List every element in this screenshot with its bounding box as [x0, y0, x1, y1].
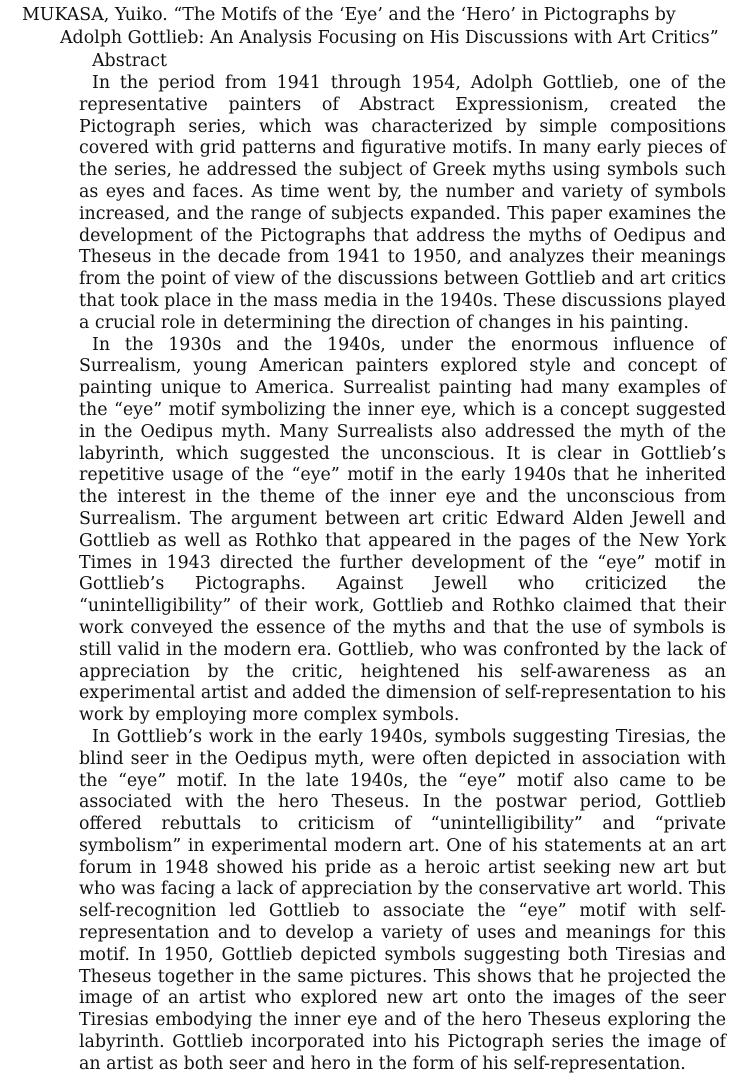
abstract-paragraph-3: In Gottlieb’s work in the early 1940s, symbols suggesting Tiresias, the blind seer in the Oedipus myth, were often depicted in association with the “eye” motif. In the late 1940s, the “eye” motif also came to be associated with the hero Theseus. In the postwar period, Gottlieb offered rebuttals to criticism of “unintelligibility” and “private symbolism” in experimental modern art. One of his statements at an art forum in 1948 showed his pride as a heroic artist seeking new art but who was facing a lack of appreciation by the conservative art world. This self-recognition led Gottlieb to associate the “eye” motif with self-representation and to develop a variety of uses and meanings for this motif. In 1950, Gottlieb depicted symbols suggesting both Tiresias and Theseus together in the same pictures. This shows that he projected the image of an artist who explored new art onto the images of the seer Tiresias embodying the inner eye and of the hero Theseus exploring the labyrinth. Gottlieb incorporated into his Pictograph series the image of an artist as both seer and hero in the form of his self-representation. [79, 726, 726, 1074]
abstract-paragraph-2: In the 1930s and the 1940s, under the enormous influence of Surrealism, young American painters explored style and concept of painting unique to America. Surrealist painting had many examples of the “eye” motif symbolizing the inner eye, which is a concept suggested in the Oedipus myth. Many Surrealists also addressed the myth of the labyrinth, which suggested the unconscious. It is clear in Gottlieb’s repetitive usage of the “eye” motif in the early 1940s that he inherited the interest in the theme of the inner eye and the unconscious from Surrealism. The argument between art critic Edward Alden Jewell and Gottlieb as well as Rothko that appeared in the pages of the New York Times in 1943 directed the further development of the “eye” motif in Gottlieb’s Pictographs. Against Jewell who criticized the “unintelligibility” of their work, Gottlieb and Rothko claimed that their work conveyed the essence of the myths and that the use of symbols is still valid in the modern era. Gottlieb, who was confronted by the lack of appreciation by the critic, heightened his self-awareness as an experimental artist and added the dimension of self-representation to his work by employing more complex symbols. [79, 334, 726, 726]
abstract-body [22, 73, 726, 1076]
paper-title: MUKASA, Yuiko. “The Motifs of the ‘Eye’ and the ‘Hero’ in Pictographs by Adolph Gottlieb: An Analysis Focusing on His Discussions with Art Critics” [22, 5, 719, 48]
abstract-heading: Abstract [92, 51, 168, 71]
abstract-paragraph-1: In the period from 1941 through 1954, Adolph Gottlieb, one of the representative painters of Abstract Expressionism, created the Pictograph series, which was characterized by simple compositions covered with grid patterns and figurative motifs. In many early pieces of the series, he addressed the subject of Greek myths using symbols such as eyes and faces. As time went by, the number and variety of symbols increased, and the range of subjects expanded. This paper examines the development of the Pictographs that address the myths of Oedipus and Theseus in the decade from 1941 to 1950, and analyzes their meanings from the point of view of the discussions between Gottlieb and art critics that took place in the mass media in the 1940s. These discussions played a crucial role in determining the direction of changes in his painting. [79, 73, 726, 333]
